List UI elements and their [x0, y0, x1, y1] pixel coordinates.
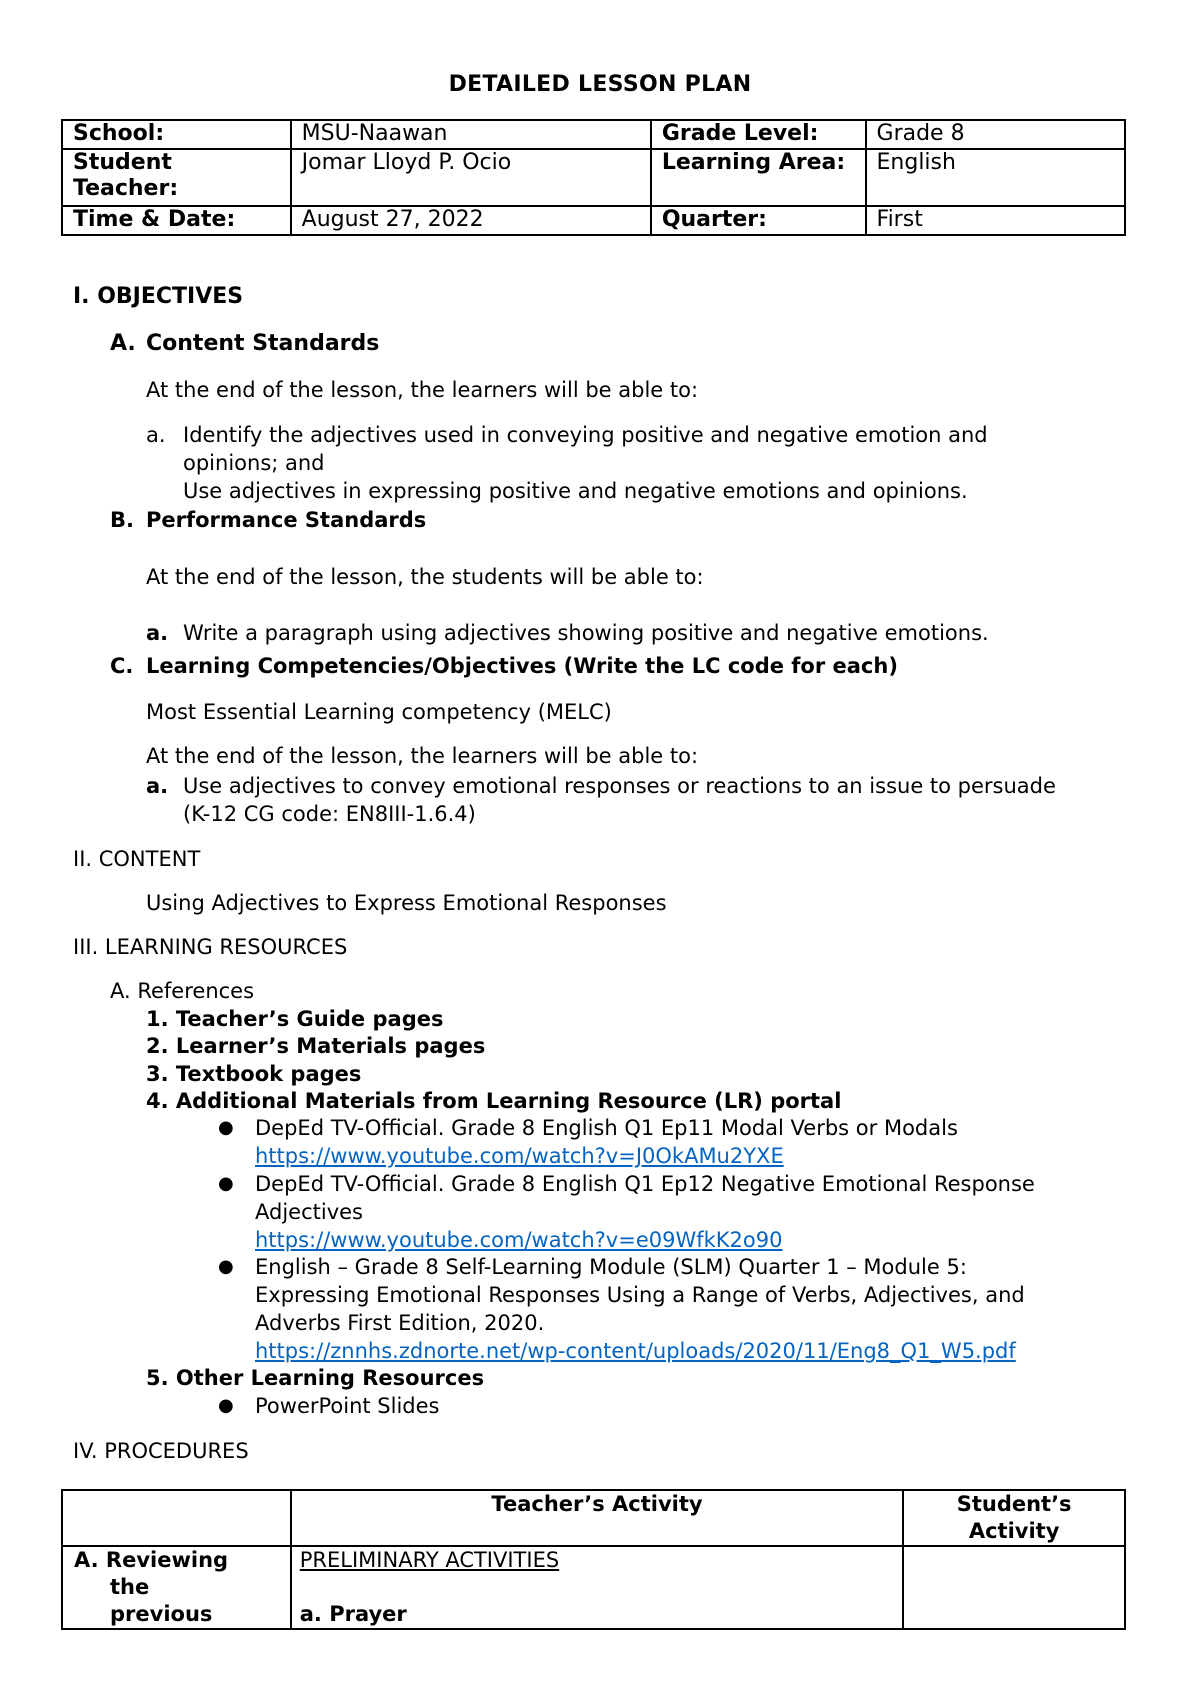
resource-link-2[interactable]: https://www.youtube.com/watch?v=e09WfkK2o90 — [255, 1228, 783, 1252]
competency-item-line-1: Use adjectives to convey emotional responses or reactions to an issue to persuade — [183, 774, 1056, 798]
objectives-heading: I. OBJECTIVES — [73, 284, 244, 309]
content-standards-letter: A. — [110, 331, 136, 356]
resource-bullet-3-line-2: Expressing Emotional Responses Using a Range of Verbs, Adjectives, and — [255, 1283, 1025, 1307]
prayer-item: a. Prayer — [299, 1602, 407, 1626]
time-date-value: August 27, 2022 — [291, 206, 651, 235]
reviewing-teacher-cell — [291, 1546, 904, 1629]
resource-bullet-2-line-2: Adjectives — [255, 1200, 363, 1224]
reviewing-student-cell — [903, 1546, 1125, 1629]
grade-level-label: Grade Level: — [651, 120, 866, 149]
resource-bullet-3-line-1: English – Grade 8 Self-Learning Module (SLM) Quarter 1 – Module 5: — [255, 1255, 967, 1279]
students-activity-header — [903, 1490, 1125, 1546]
content-heading: II. CONTENT — [73, 847, 201, 871]
teachers-activity-header: Teacher’s Activity — [291, 1490, 904, 1546]
reviewing-step-label — [62, 1546, 291, 1629]
document-title: DETAILED LESSON PLAN — [448, 72, 752, 97]
info-row-school — [62, 120, 1125, 149]
info-row-date — [62, 206, 1125, 235]
learning-area-value: English — [866, 149, 1125, 206]
procedures-header-row — [62, 1490, 1125, 1546]
melc-label: Most Essential Learning competency (MELC) — [146, 700, 612, 724]
school-value: MSU-Naawan — [291, 120, 651, 149]
resource-link-1[interactable]: https://www.youtube.com/watch?v=J0OkAMu2YXE — [255, 1144, 784, 1168]
bullet-icon: ● — [218, 1117, 234, 1138]
learning-area-label: Learning Area: — [651, 149, 866, 206]
competencies-intro: At the end of the lesson, the learners will be able to: — [146, 744, 699, 768]
content-topic: Using Adjectives to Express Emotional Responses — [146, 891, 667, 915]
quarter-label: Quarter: — [651, 206, 866, 235]
procedures-heading: IV. PROCEDURES — [73, 1439, 249, 1463]
content-standards-intro: At the end of the lesson, the learners will be able to: — [146, 378, 699, 402]
bullet-icon: ● — [218, 1395, 234, 1416]
content-item-marker: a. — [146, 423, 166, 447]
resource-item-teachers-guide: 1. Teacher’s Guide pages — [146, 1007, 444, 1031]
reviewing-line-3: previous — [110, 1602, 213, 1626]
content-item-line-2: opinions; and — [183, 451, 325, 475]
quarter-value: First — [866, 206, 1125, 235]
students-activity-header-line-1: Student’s — [956, 1492, 1072, 1516]
reviewing-line-1: A. Reviewing — [74, 1548, 229, 1572]
procedures-table — [61, 1489, 1126, 1630]
reviewing-line-2: the — [110, 1575, 150, 1599]
bullet-icon: ● — [218, 1256, 234, 1277]
school-label: School: — [62, 120, 291, 149]
resource-bullet-1: DepEd TV-Official. Grade 8 English Q1 Ep11 Modal Verbs or Modals — [255, 1116, 958, 1140]
resource-bullet-3-line-3: Adverbs First Edition, 2020. — [255, 1311, 545, 1335]
content-item-line-1: Identify the adjectives used in conveying positive and negative emotion and — [183, 423, 988, 447]
students-activity-header-line-2: Activity — [968, 1519, 1060, 1543]
grade-level-value: Grade 8 — [866, 120, 1125, 149]
performance-item-marker: a. — [146, 621, 169, 645]
preliminary-activities: PRELIMINARY ACTIVITIES — [299, 1548, 560, 1572]
performance-item: Write a paragraph using adjectives showing positive and negative emotions. — [183, 621, 989, 645]
time-date-label: Time & Date: — [62, 206, 291, 235]
resource-bullet-powerpoint: PowerPoint Slides — [255, 1394, 440, 1418]
resource-item-textbook: 3. Textbook pages — [146, 1062, 362, 1086]
performance-standards-heading: Performance Standards — [146, 508, 427, 532]
resource-link-3[interactable]: https://znnhs.zdnorte.net/wp-content/uploads/2020/11/Eng8_Q1_W5.pdf — [255, 1339, 1016, 1363]
bullet-icon: ● — [218, 1173, 234, 1194]
learning-resources-heading: III. LEARNING RESOURCES — [73, 935, 348, 959]
references-heading: A. References — [110, 979, 255, 1003]
resource-item-other-resources: 5. Other Learning Resources — [146, 1366, 485, 1390]
student-teacher-label: Student Teacher: — [62, 149, 291, 206]
procedures-row-reviewing — [62, 1546, 1125, 1629]
resource-item-additional-materials: 4. Additional Materials from Learning Resource (LR) portal — [146, 1089, 842, 1113]
resource-item-learners-materials: 2. Learner’s Materials pages — [146, 1034, 486, 1058]
performance-standards-intro: At the end of the lesson, the students will be able to: — [146, 565, 704, 589]
procedures-header-empty — [62, 1490, 291, 1546]
performance-standards-letter: B. — [110, 508, 134, 532]
student-teacher-value: Jomar Lloyd P. Ocio — [291, 149, 651, 206]
competency-code: (K-12 CG code: EN8III-1.6.4) — [183, 802, 476, 826]
resource-bullet-2-line-1: DepEd TV-Official. Grade 8 English Q1 Ep12 Negative Emotional Response — [255, 1172, 1035, 1196]
competencies-letter: C. — [110, 654, 134, 678]
content-standards-heading: Content Standards — [146, 331, 380, 356]
competency-item-marker: a. — [146, 774, 169, 798]
info-table — [61, 119, 1126, 236]
competencies-heading: Learning Competencies/Objectives (Write the LC code for each) — [146, 654, 898, 678]
content-item-line-3: Use adjectives in expressing positive and negative emotions and opinions. — [183, 479, 968, 503]
info-row-teacher — [62, 149, 1125, 206]
